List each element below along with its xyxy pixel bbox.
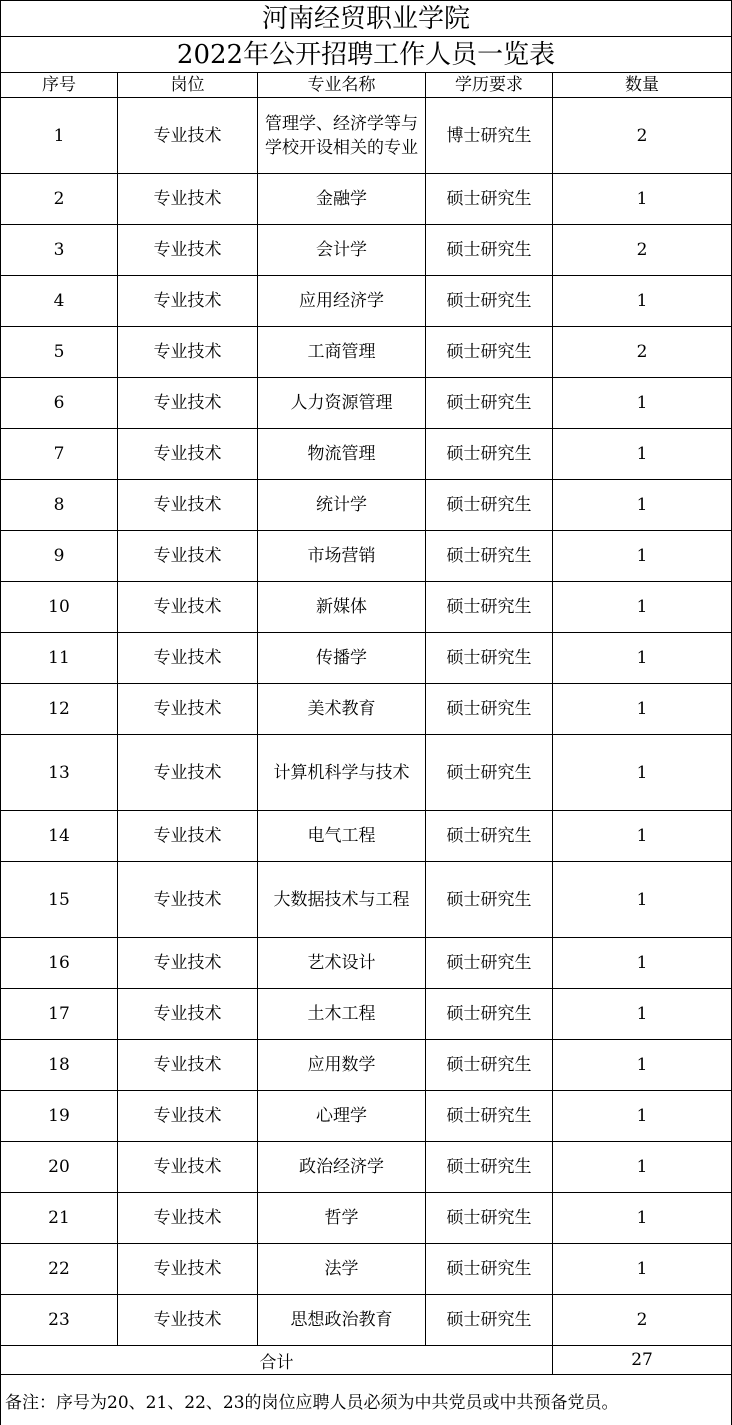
cell-post: 专业技术 (118, 989, 258, 1040)
cell-no: 13 (1, 735, 118, 811)
cell-count: 1 (553, 1142, 732, 1193)
cell-count: 2 (553, 98, 732, 174)
table-row (1, 378, 732, 429)
table-row (1, 531, 732, 582)
table-row (1, 633, 732, 684)
table-row (1, 225, 732, 276)
cell-post: 专业技术 (118, 327, 258, 378)
table-row (1, 684, 732, 735)
cell-post: 专业技术 (118, 1040, 258, 1091)
cell-no: 3 (1, 225, 118, 276)
cell-major: 计算机科学与技术 (258, 735, 426, 811)
cell-education: 硕士研究生 (426, 1193, 553, 1244)
table-row (1, 1142, 732, 1193)
cell-post: 专业技术 (118, 480, 258, 531)
cell-no: 8 (1, 480, 118, 531)
table-row (1, 174, 732, 225)
table-title: 2022年公开招聘工作人员一览表 (1, 37, 732, 73)
cell-count: 1 (553, 862, 732, 938)
cell-education: 博士研究生 (426, 98, 553, 174)
cell-education: 硕士研究生 (426, 531, 553, 582)
header-no: 序号 (1, 73, 118, 98)
table-row (1, 1295, 732, 1346)
cell-no: 18 (1, 1040, 118, 1091)
cell-count: 1 (553, 582, 732, 633)
cell-education: 硕士研究生 (426, 582, 553, 633)
cell-post: 专业技术 (118, 811, 258, 862)
cell-post: 专业技术 (118, 633, 258, 684)
table-row (1, 862, 732, 938)
cell-education: 硕士研究生 (426, 1040, 553, 1091)
cell-no: 11 (1, 633, 118, 684)
cell-no: 9 (1, 531, 118, 582)
cell-education: 硕士研究生 (426, 429, 553, 480)
cell-count: 1 (553, 684, 732, 735)
cell-major: 法学 (258, 1244, 426, 1295)
cell-no: 5 (1, 327, 118, 378)
cell-education: 硕士研究生 (426, 1091, 553, 1142)
cell-major: 会计学 (258, 225, 426, 276)
cell-no: 23 (1, 1295, 118, 1346)
cell-post: 专业技术 (118, 378, 258, 429)
cell-post: 专业技术 (118, 1091, 258, 1142)
cell-no: 12 (1, 684, 118, 735)
table-row (1, 735, 732, 811)
cell-education: 硕士研究生 (426, 633, 553, 684)
cell-no: 15 (1, 862, 118, 938)
cell-count: 1 (553, 735, 732, 811)
school-name: 河南经贸职业学院 (1, 1, 732, 37)
cell-no: 10 (1, 582, 118, 633)
title-row-1 (1, 1, 732, 37)
title-row-2 (1, 37, 732, 73)
cell-major: 传播学 (258, 633, 426, 684)
cell-post: 专业技术 (118, 735, 258, 811)
cell-post: 专业技术 (118, 684, 258, 735)
cell-count: 1 (553, 989, 732, 1040)
cell-count: 1 (553, 531, 732, 582)
total-label: 合计 (1, 1346, 553, 1375)
cell-no: 21 (1, 1193, 118, 1244)
cell-education: 硕士研究生 (426, 276, 553, 327)
cell-major: 金融学 (258, 174, 426, 225)
cell-education: 硕士研究生 (426, 684, 553, 735)
table-row (1, 1193, 732, 1244)
cell-count: 2 (553, 327, 732, 378)
cell-count: 1 (553, 1040, 732, 1091)
total-row (1, 1346, 732, 1375)
cell-no: 22 (1, 1244, 118, 1295)
cell-major: 政治经济学 (258, 1142, 426, 1193)
cell-count: 2 (553, 225, 732, 276)
cell-education: 硕士研究生 (426, 1142, 553, 1193)
cell-no: 1 (1, 98, 118, 174)
cell-count: 1 (553, 174, 732, 225)
cell-education: 硕士研究生 (426, 174, 553, 225)
cell-education: 硕士研究生 (426, 327, 553, 378)
cell-no: 16 (1, 938, 118, 989)
cell-major: 心理学 (258, 1091, 426, 1142)
cell-count: 1 (553, 811, 732, 862)
cell-no: 17 (1, 989, 118, 1040)
cell-no: 4 (1, 276, 118, 327)
cell-count: 1 (553, 378, 732, 429)
header-row (1, 73, 732, 98)
cell-count: 1 (553, 1091, 732, 1142)
cell-count: 1 (553, 1193, 732, 1244)
cell-education: 硕士研究生 (426, 811, 553, 862)
cell-no: 20 (1, 1142, 118, 1193)
table-row (1, 1244, 732, 1295)
table-row (1, 989, 732, 1040)
cell-major: 管理学、经济学等与学校开设相关的专业 (258, 98, 426, 174)
cell-major: 应用经济学 (258, 276, 426, 327)
table-row (1, 1040, 732, 1091)
cell-count: 1 (553, 633, 732, 684)
cell-major: 艺术设计 (258, 938, 426, 989)
cell-post: 专业技术 (118, 1295, 258, 1346)
cell-major: 统计学 (258, 480, 426, 531)
cell-major: 市场营销 (258, 531, 426, 582)
cell-post: 专业技术 (118, 1142, 258, 1193)
table-row (1, 98, 732, 174)
table-row (1, 582, 732, 633)
cell-count: 1 (553, 1244, 732, 1295)
cell-count: 1 (553, 429, 732, 480)
table-row (1, 811, 732, 862)
cell-education: 硕士研究生 (426, 735, 553, 811)
table-row (1, 1091, 732, 1142)
cell-post: 专业技术 (118, 531, 258, 582)
cell-no: 19 (1, 1091, 118, 1142)
cell-major: 大数据技术与工程 (258, 862, 426, 938)
cell-no: 2 (1, 174, 118, 225)
cell-post: 专业技术 (118, 174, 258, 225)
header-count: 数量 (553, 73, 732, 98)
cell-no: 7 (1, 429, 118, 480)
table-row (1, 276, 732, 327)
cell-count: 2 (553, 1295, 732, 1346)
cell-no: 6 (1, 378, 118, 429)
cell-major: 人力资源管理 (258, 378, 426, 429)
cell-education: 硕士研究生 (426, 480, 553, 531)
cell-major: 应用数学 (258, 1040, 426, 1091)
cell-education: 硕士研究生 (426, 989, 553, 1040)
cell-major: 哲学 (258, 1193, 426, 1244)
cell-major: 工商管理 (258, 327, 426, 378)
cell-count: 1 (553, 480, 732, 531)
cell-major: 电气工程 (258, 811, 426, 862)
cell-post: 专业技术 (118, 862, 258, 938)
cell-post: 专业技术 (118, 938, 258, 989)
cell-post: 专业技术 (118, 225, 258, 276)
cell-post: 专业技术 (118, 1244, 258, 1295)
cell-major: 新媒体 (258, 582, 426, 633)
table-row (1, 938, 732, 989)
cell-count: 1 (553, 276, 732, 327)
cell-major: 土木工程 (258, 989, 426, 1040)
table-row (1, 327, 732, 378)
cell-education: 硕士研究生 (426, 1295, 553, 1346)
table-row (1, 480, 732, 531)
cell-post: 专业技术 (118, 98, 258, 174)
note-text: 备注：序号为20、21、22、23的岗位应聘人员必须为中共党员或中共预备党员。 (1, 1375, 732, 1425)
cell-education: 硕士研究生 (426, 378, 553, 429)
cell-no: 14 (1, 811, 118, 862)
table-body (1, 98, 732, 1346)
cell-post: 专业技术 (118, 1193, 258, 1244)
cell-post: 专业技术 (118, 276, 258, 327)
header-education: 学历要求 (426, 73, 553, 98)
header-major: 专业名称 (258, 73, 426, 98)
cell-major: 物流管理 (258, 429, 426, 480)
table-row (1, 429, 732, 480)
total-value: 27 (553, 1346, 732, 1375)
cell-major: 美术教育 (258, 684, 426, 735)
cell-post: 专业技术 (118, 429, 258, 480)
cell-education: 硕士研究生 (426, 862, 553, 938)
cell-education: 硕士研究生 (426, 938, 553, 989)
cell-education: 硕士研究生 (426, 225, 553, 276)
note-row (1, 1375, 732, 1425)
cell-major: 思想政治教育 (258, 1295, 426, 1346)
header-post: 岗位 (118, 73, 258, 98)
cell-education: 硕士研究生 (426, 1244, 553, 1295)
cell-post: 专业技术 (118, 582, 258, 633)
cell-count: 1 (553, 938, 732, 989)
